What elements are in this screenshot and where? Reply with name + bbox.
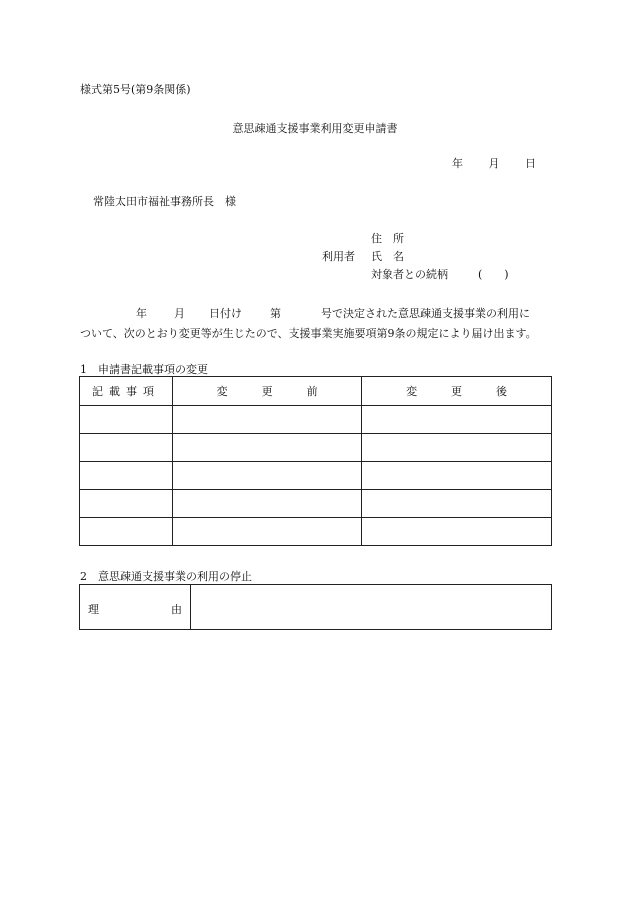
body-year: 年 <box>136 307 147 320</box>
name-label: 氏 名 <box>371 250 404 263</box>
change-table-header <box>80 377 552 406</box>
date-line <box>452 155 536 171</box>
date-day-label: 日 <box>525 157 536 170</box>
after-cell[interactable] <box>362 518 552 546</box>
reason-row <box>80 585 552 630</box>
reason-label-right: 由 <box>171 603 182 616</box>
body-number: 第 <box>270 307 281 320</box>
addressee: 常陸太田市福祉事務所長 様 <box>93 195 236 208</box>
after-cell[interactable] <box>362 490 552 518</box>
relation-label: 対象者との続柄 <box>371 268 448 281</box>
body-line-2: ついて、次のとおり変更等が生じたので、支援事業実施要項第9条の規定により届け出ます。 <box>80 327 537 340</box>
reason-label-left: 理 <box>88 603 99 616</box>
item-cell[interactable] <box>80 434 173 462</box>
table-row <box>80 406 552 434</box>
after-cell[interactable] <box>362 406 552 434</box>
header-after: 変更後 <box>362 377 552 406</box>
reason-label-cell <box>80 585 191 630</box>
document-title: 意思疎通支援事業利用変更申請書 <box>232 122 398 135</box>
relation-parens: ( ) <box>478 268 509 281</box>
before-cell[interactable] <box>173 462 362 490</box>
body-line-1 <box>80 304 555 324</box>
date-year-label: 年 <box>452 157 463 170</box>
table-row <box>80 518 552 546</box>
form-number: 様式第5号(第9条関係) <box>80 83 191 96</box>
before-cell[interactable] <box>173 518 362 546</box>
date-month-label: 月 <box>488 157 500 170</box>
before-cell[interactable] <box>173 434 362 462</box>
after-cell[interactable] <box>362 434 552 462</box>
table-row <box>80 434 552 462</box>
header-item: 記載事項 <box>80 377 173 406</box>
table-row <box>80 462 552 490</box>
body-paragraph <box>80 304 555 344</box>
item-cell[interactable] <box>80 518 173 546</box>
reason-field[interactable] <box>191 585 552 630</box>
section-1-heading: 1 申請書記載事項の変更 <box>80 363 208 376</box>
header-before: 変更前 <box>173 377 362 406</box>
table-row <box>80 490 552 518</box>
item-cell[interactable] <box>80 462 173 490</box>
section-2-heading: 2 意思疎通支援事業の利用の停止 <box>80 570 252 583</box>
before-cell[interactable] <box>173 490 362 518</box>
address-label: 住 所 <box>371 232 404 245</box>
body-decision-text: 号で決定された意思疎通支援事業の利用に <box>321 307 530 320</box>
body-date: 日付け <box>209 307 242 320</box>
body-month: 月 <box>174 307 185 320</box>
item-cell[interactable] <box>80 490 173 518</box>
item-cell[interactable] <box>80 406 173 434</box>
before-cell[interactable] <box>173 406 362 434</box>
applicant-role: 利用者 <box>322 250 355 263</box>
after-cell[interactable] <box>362 462 552 490</box>
change-table <box>79 376 552 546</box>
stop-table <box>79 584 552 630</box>
